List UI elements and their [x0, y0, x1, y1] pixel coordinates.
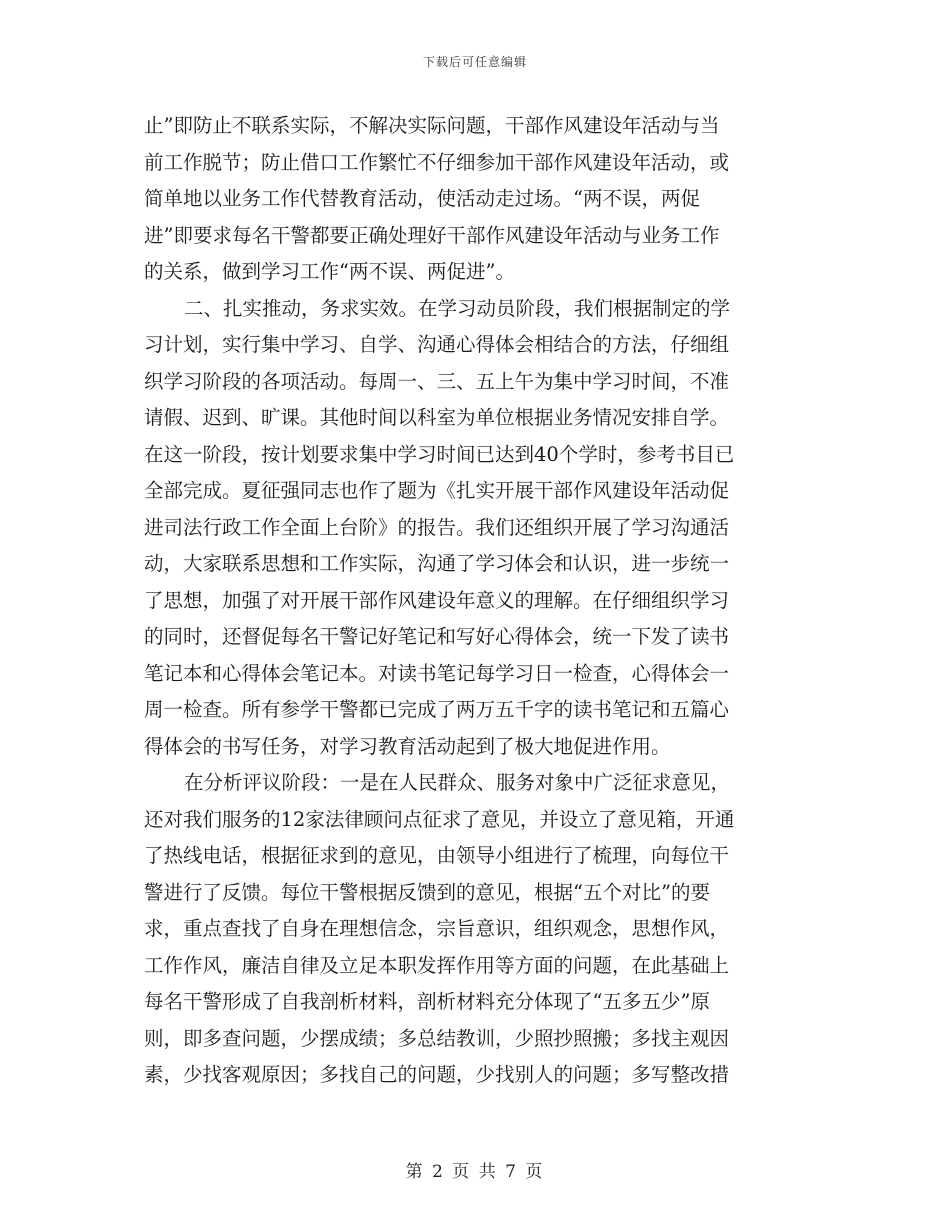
- text-line: 织学习阶段的各项活动。每周一、三、五上午为集中学习时间，不准: [144, 369, 730, 393]
- text-line: 了思想，加强了对开展干部作风建设年意义的理解。在仔细组织学习: [144, 588, 730, 612]
- text-line: 进”即要求每名干警都要正确处理好干部作风建设年活动与业务工作: [144, 223, 720, 247]
- text-line: 则，即多查问题，少摆成绩；多总结教训，少照抄照搬；多找主观因: [144, 1026, 730, 1050]
- text-line: 动，大家联系思想和工作实际，沟通了学习体会和认识，进一步统一: [144, 552, 730, 575]
- page-number: 第 2 页 共 7 页: [405, 1162, 545, 1182]
- text-line: 简单地以业务工作代替教育活动，使活动走过场。“两不误，两促: [144, 187, 700, 210]
- text-line: 警进行了反馈。每位干警根据反馈到的意见，根据“五个对比”的要: [144, 880, 710, 904]
- text-line: 全部完成。夏征强同志也作了题为《扎实开展干部作风建设年活动促: [144, 479, 730, 502]
- text-line: 工作作风，廉洁自律及立足本职发挥作用等方面的问题，在此基础上: [144, 953, 730, 977]
- text-line: 笔记本和心得体会笔记本。对读书笔记每学习日一检查，心得体会一: [144, 661, 730, 685]
- text-line: 在分析评议阶段：一是在人民群众、服务对象中广泛征求意见，: [184, 771, 731, 794]
- text-line: 请假、迟到、旷课。其他时间以科室为单位根据业务情况安排自学。: [144, 406, 730, 429]
- text-line: 止”即防止不联系实际，不解决实际问题，干部作风建设年活动与当: [144, 114, 720, 137]
- text-line: 进司法行政工作全面上台阶》的报告。我们还组织开展了学习沟通活: [144, 515, 730, 539]
- text-line: 习计划，实行集中学习、自学、沟通心得体会相结合的方法，仔细组: [144, 333, 730, 356]
- document-body: [144, 108, 804, 1094]
- text-line: 的关系，做到学习工作“两不误、两促进”。: [144, 260, 515, 283]
- text-line: 周一检查。所有参学干警都已完成了两万五千字的读书笔记和五篇心: [144, 698, 730, 721]
- text-line: 得体会的书写任务，对学习教育活动起到了极大地促进作用。: [144, 734, 671, 758]
- text-line: 了热线电话，根据征求到的意见，由领导小组进行了梳理，向每位干: [144, 844, 730, 867]
- text-line: 前工作脱节；防止借口工作繁忙不仔细参加干部作风建设年活动，或: [144, 150, 730, 174]
- text-line: 的同时，还督促每名干警记好笔记和写好心得体会，统一下发了读书: [144, 625, 730, 648]
- page-header: 下载后可任意编辑: [422, 55, 527, 69]
- text-line: 还对我们服务的12家法律顾问点征求了意见，并设立了意见箱，开通: [144, 807, 735, 831]
- text-line: 二、扎实推动，务求实效。在学习动员阶段，我们根据制定的学: [184, 296, 731, 320]
- text-line: 每名干警形成了自我剖析材料，剖析材料充分体现了“五多五少”原: [144, 990, 710, 1013]
- text-line: 素，少找客观原因；多找自己的问题，少找别人的问题；多写整改措: [144, 1063, 730, 1086]
- text-line: 求，重点查找了自身在理想信念，宗旨意识，组织观念，思想作风，: [144, 917, 730, 940]
- text-line: 在这一阶段，按计划要求集中学习时间已达到40个学时，参考书目已: [144, 442, 735, 466]
